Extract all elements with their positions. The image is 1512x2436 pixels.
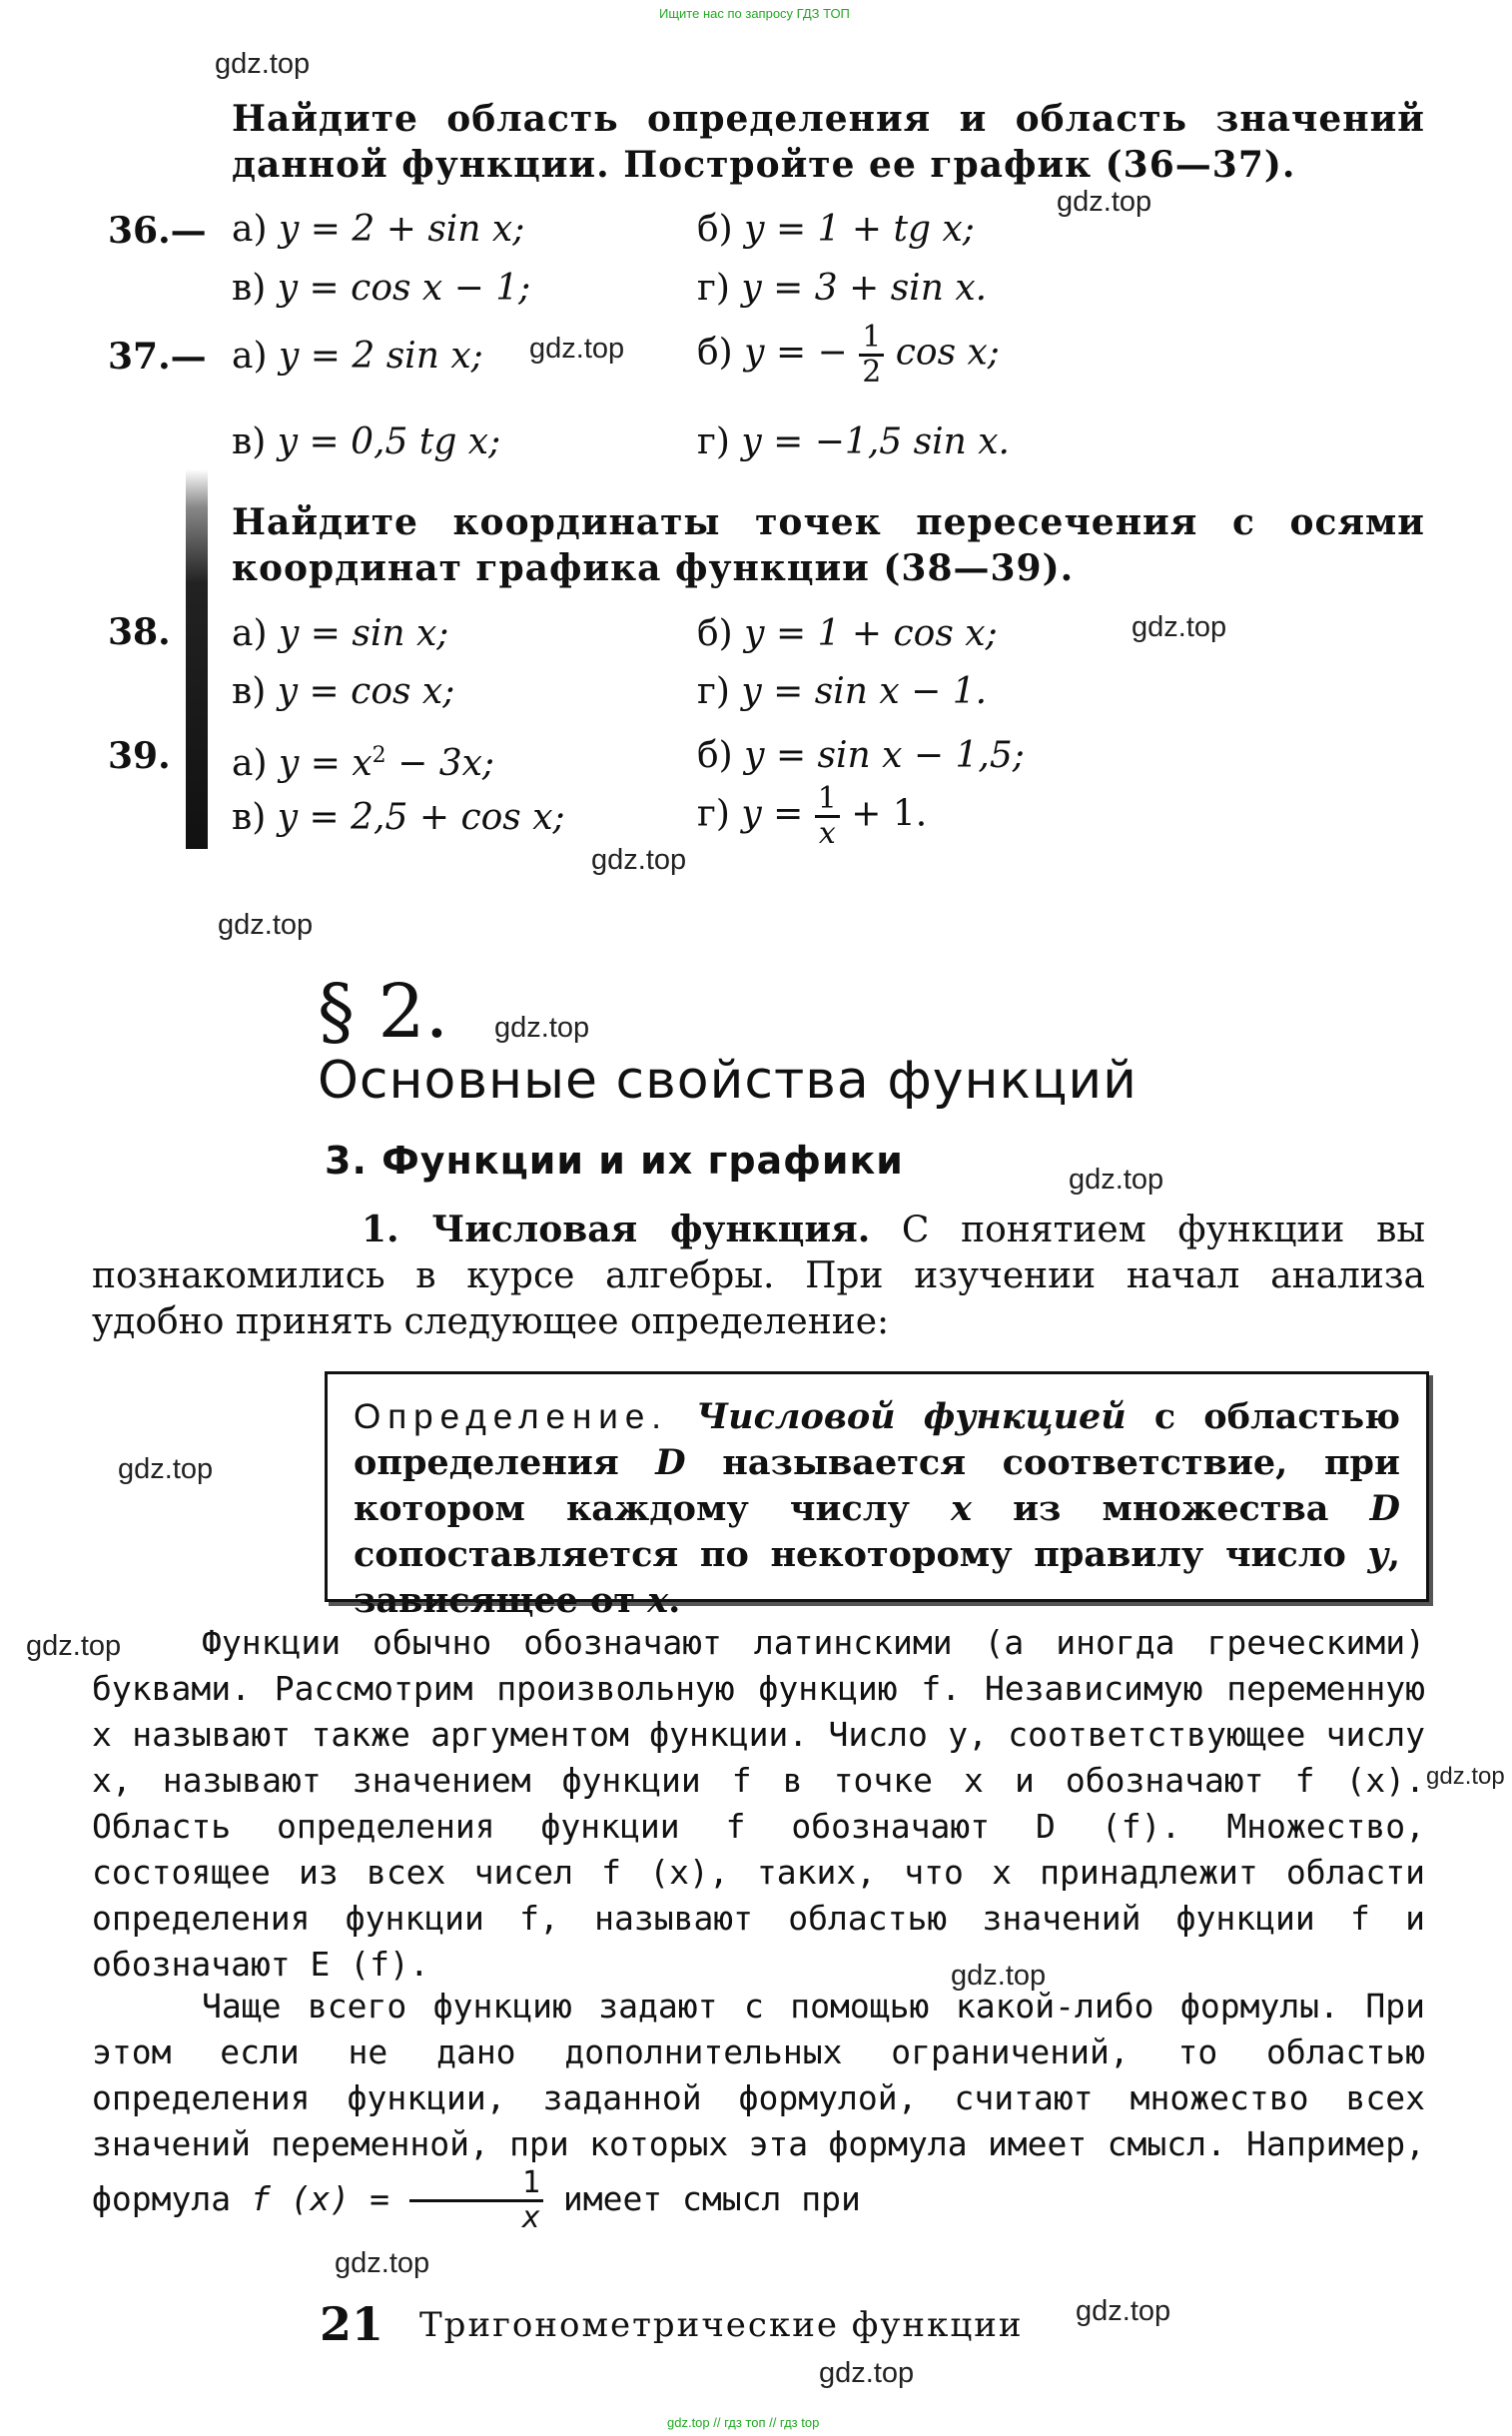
exercise-number-38: 38. [108,611,171,653]
item-label: г) [697,268,730,309]
paragraph-function-notation: Функции обычно обозначают латинскими (а иногда греческими) буквами. Рассмотрим произвольную функцию f. Независимую переменную x называют также аргументом функции. Число y, соответствующее числу x, называют значением функции f в точке x и обозначают f (x). Область определения функции f обозначают D (f). Множество, состоящее из всех чисел f (x), таких, что x принадлежит области определения функции f, называют областью значений функции f и обозначают E (f). [92,1623,1425,1984]
exercise-number-37: 37.— [108,336,207,378]
formula: y = 2,5 + cos x; [277,797,565,838]
paragraph-tail: имеет смысл при [542,2179,861,2218]
paragraph-intro [92,1207,1425,1345]
variable-symbol: y [1367,1534,1388,1575]
item-label: г) [697,421,730,462]
watermark: gdz.top [951,1960,1047,1992]
definition-label: Определение. [354,1397,669,1436]
watermark: gdz.top [1076,2295,1171,2327]
ex39-b [697,733,1025,779]
formula-prefix: y = [741,793,815,835]
definition-part: с областью определения [354,1396,1400,1483]
definition-part: . [668,1580,681,1621]
ex37-g [697,419,1010,465]
set-symbol: D [655,1442,686,1483]
watermark: gdz.top [218,909,314,941]
item-label: в) [232,268,267,309]
fraction [859,322,884,389]
watermark: gdz.top [1057,186,1152,218]
page-number: 21 [320,2297,384,2351]
item-label: г) [697,671,730,712]
paragraph-formula [92,1984,1425,2234]
ex38-v [232,669,454,715]
ex38-a [232,611,448,657]
ex37-v [232,419,500,465]
formula: y = 1 + cos x; [744,613,998,654]
formula-prefix: y = − [744,332,848,374]
ex39-g [697,783,927,850]
formula: y = −1,5 sin x. [741,421,1010,462]
exercise-number-36: 36.— [108,210,207,252]
formula: y = sin x − 1,5; [744,735,1025,776]
formula: y = 2 sin x; [278,336,483,377]
definition-part: из множества [971,1488,1370,1529]
fraction [409,2167,543,2234]
formula: y = cos x − 1; [277,268,531,309]
formula-suffix: − 3x; [385,743,495,784]
denominator: x [818,816,836,851]
denominator: 2 [862,355,882,390]
task-instruction-36-37: Найдите область определения и область значений данной функции. Постройте ее график (36—37). [232,98,1425,186]
set-symbol: D [1369,1488,1400,1529]
paragraph-text: Чаще всего функцию задают с помощью какой-либо формулы. При этом если не дано дополнительных ограничений, то областью определения функции, заданной формулой, считают множество всех значений переменной, при которых эта формула имеет смысл. Например, формула [92,1987,1425,2218]
watermark: gdz.top [1069,1164,1164,1196]
paragraph-text: С понятием функции вы познакомились в курсе алгебры. При изучении начал анализа удобно принять следующее определение: [92,1210,1425,1342]
ex36-a [232,207,524,253]
subsection-title: 3. Функции и их графики [325,1139,904,1183]
denominator: x [521,2200,540,2235]
formula-suffix: + 1. [851,793,928,835]
ex39-v [232,795,565,841]
definition-part: сопоставляется по некоторому правилу число [354,1534,1368,1575]
numerator: 1 [409,2167,543,2202]
item-label: в) [232,671,267,712]
numerator: 1 [815,783,840,818]
top-search-note: Ищите нас по запросу ГДЗ ТОП [659,6,850,21]
watermark: gdz.top [1132,611,1227,643]
running-footer-title: Тригонометрические функции [419,2305,1024,2345]
task-instruction-38-39: Найдите координаты точек пересечения с осями координат графика функции (38—39). [232,501,1425,589]
watermark: gdz.top [118,1453,214,1485]
fraction [815,783,840,850]
formula: y = 1 + tg x; [744,209,975,250]
margin-scan-bar [186,469,208,849]
formula: y = 3 + sin x. [741,268,988,309]
numerator: 1 [859,322,884,357]
exercise-number-39: 39. [108,735,171,777]
definition-term: Числовой функцией [696,1396,1127,1437]
formula-prefix: f (x) = [250,2179,409,2218]
watermark: gdz.top [215,48,311,80]
section-mark: § 2. [318,969,449,1055]
definition-part: , зависящее от [354,1534,1400,1621]
formula: y = sin x; [278,613,449,654]
ex37-b [697,322,1000,389]
item-label: а) [232,743,268,784]
item-label: б) [697,332,733,374]
item-label: б) [697,209,733,250]
formula: y = 2 + sin x; [278,209,525,250]
definition-box [325,1371,1429,1621]
paragraph-lead: 1. Числовая функция. [362,1209,871,1250]
watermark: gdz.top [494,1012,590,1044]
definition-text [328,1374,1426,1624]
item-label: г) [697,793,730,835]
variable-symbol: x [647,1580,669,1621]
ex39-a [232,733,494,787]
definition-part: называется соответствие, при котором каждому числу [354,1442,1400,1529]
formula-prefix: y = x [278,743,373,784]
item-label: б) [697,613,733,654]
variable-symbol: x [951,1488,972,1529]
item-label: б) [697,735,733,776]
ex36-b [697,207,975,253]
formula: y = 0,5 tg x; [277,421,501,462]
ex38-b [697,611,998,657]
formula-suffix: cos x; [895,332,1000,374]
exponent: 2 [372,743,386,768]
watermark: gdz.top [591,844,687,876]
formula: y = cos x; [277,671,455,712]
ex37-a [232,334,483,380]
formula: y = sin x − 1. [741,671,988,712]
watermark: gdz.top [819,2357,915,2389]
section-title: Основные свойства функций [318,1051,1137,1111]
item-label: а) [232,613,268,654]
ex36-g [697,266,987,312]
watermark: gdz.top [26,1630,122,1662]
item-label: а) [232,336,268,377]
bottom-site-note: gdz.top // гдз топ // гдз top [667,2415,820,2430]
watermark: gdz.top [529,333,625,365]
watermark: gdz.top [335,2247,430,2279]
item-label: а) [232,209,268,250]
item-label: в) [232,421,267,462]
ex36-v [232,266,530,312]
ex38-g [697,669,987,715]
watermark: gdz.top [1426,1763,1505,1790]
item-label: в) [232,797,267,838]
